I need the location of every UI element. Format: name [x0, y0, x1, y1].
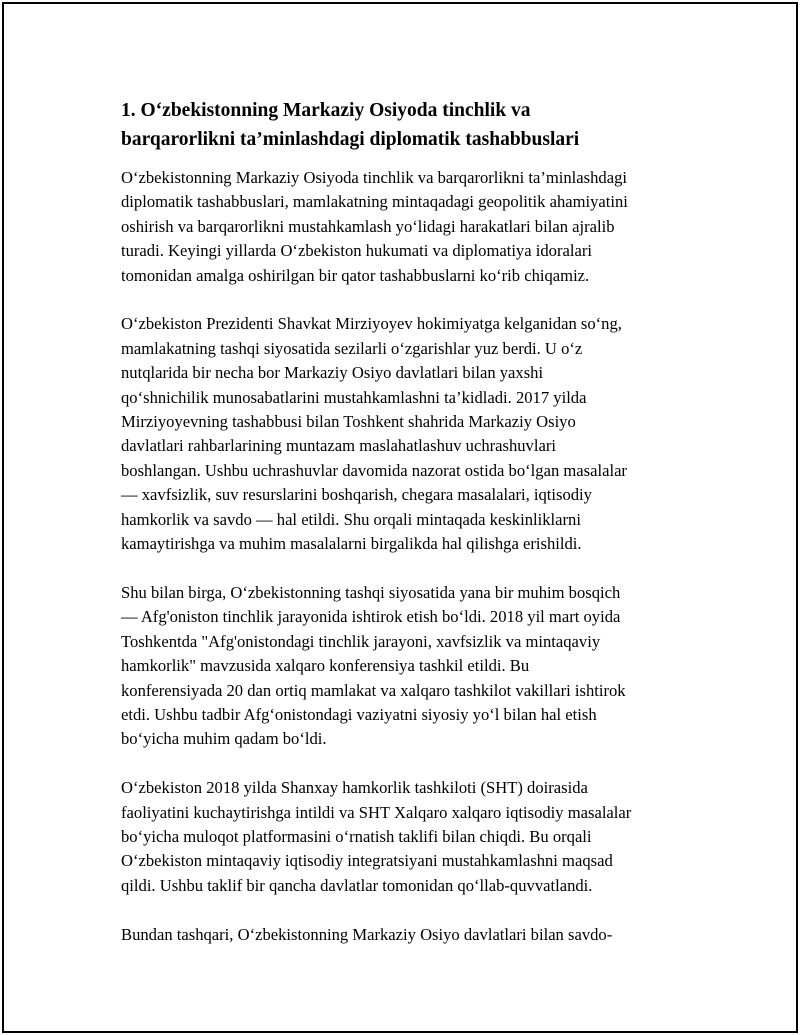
document-content: [121, 96, 706, 971]
paragraph-1: [121, 166, 706, 288]
text-line: faoliyatini kuchaytirishga intildi va SHT Xalqaro xalqaro iqtisodiy masalalar: [121, 802, 632, 822]
document-page: [2, 2, 798, 1033]
text-line: hamkorlik va savdo — hal etildi. Shu orqali mintaqada keskinliklarni: [121, 509, 581, 529]
text-line: — Afg'oniston tinchlik jarayonida ishtirok etish bo‘ldi. 2018 yil mart oyida: [121, 607, 621, 627]
text-line: Shu bilan birga, O‘zbekistonning tashqi siyosatida yana bir muhim bosqich: [121, 582, 621, 602]
text-line: O‘zbekiston 2018 yilda Shanxay hamkorlik tashkiloti (SHT) doirasida: [121, 778, 588, 798]
text-line: — xavfsizlik, suv resurslarini boshqarish, chegara masalalari, iqtisodiy: [121, 485, 592, 505]
text-line: oshirish va barqarorlikni mustahkamlash yo‘lidagi harakatlari bilan ajralib: [121, 216, 615, 236]
text-line: turadi. Keyingi yillarda O‘zbekiston hukumati va diplomatiya idoralari: [121, 241, 592, 261]
text-line: konferensiyada 20 dan ortiq mamlakat va xalqaro tashkilot vakillari ishtirok: [121, 680, 626, 700]
paragraph-4: [121, 776, 706, 898]
text-line: boshlangan. Ushbu uchrashuvlar davomida nazorat ostida bo‘lgan masalalar: [121, 460, 627, 480]
section-heading: [121, 96, 706, 154]
text-line: Bundan tashqari, O‘zbekistonning Markaziy Osiyo davlatlari bilan savdo-: [121, 924, 613, 944]
heading-line: barqarorlikni ta’minlashdagi diplomatik tashabbuslari: [121, 129, 580, 150]
text-line: nutqlarida bir necha bor Markaziy Osiyo davlatlari bilan yaxshi: [121, 363, 544, 383]
text-line: qo‘shnichilik munosabatlarini mustahkamlashni ta’kidladi. 2017 yilda: [121, 387, 587, 407]
text-line: O‘zbekiston mintaqaviy iqtisodiy integratsiyani mustahkamlashni maqsad: [121, 851, 613, 871]
text-line: hamkorlik" mavzusida xalqaro konferensiya tashkil etildi. Bu: [121, 656, 530, 676]
text-line: tomonidan amalga oshirilgan bir qator tashabbuslarni ko‘rib chiqamiz.: [121, 265, 590, 285]
paragraph-5: [121, 923, 706, 947]
paragraph-2: [121, 312, 706, 556]
text-line: diplomatik tashabbuslari, mamlakatning mintaqadagi geopolitik ahamiyatini: [121, 192, 628, 212]
text-line: davlatlari rahbarlarining muntazam maslahatlashuv uchrashuvlari: [121, 436, 556, 456]
text-line: bo‘yicha muloqot platformasini o‘rnatish taklifi bilan chiqdi. Bu orqali: [121, 826, 592, 846]
text-line: O‘zbekistonning Markaziy Osiyoda tinchlik va barqarorlikni ta’minlashdagi: [121, 168, 627, 187]
text-line: Toshkentda "Afg'onistondagi tinchlik jarayoni, xavfsizlik va mintaqaviy: [121, 631, 601, 651]
text-line: etdi. Ushbu tadbir Afg‘onistondagi vaziyatni siyosiy yo‘l bilan hal etish: [121, 704, 597, 724]
text-line: mamlakatning tashqi siyosatida sezilarli o‘zgarishlar yuz berdi. U o‘z: [121, 338, 583, 358]
text-line: Mirziyoyevning tashabbusi bilan Toshkent shahrida Markaziy Osiyo: [121, 412, 576, 432]
paragraph-3: [121, 581, 706, 752]
heading-line: 1. O‘zbekistonning Markaziy Osiyoda tinchlik va: [121, 100, 531, 121]
text-line: kamaytirishga va muhim masalalarni birgalikda hal qilishga erishildi.: [121, 534, 582, 554]
text-line: qildi. Ushbu taklif bir qancha davlatlar tomonidan qo‘llab-quvvatlandi.: [121, 875, 593, 895]
text-line: O‘zbekiston Prezidenti Shavkat Mirziyoyev hokimiyatga kelganidan so‘ng,: [121, 314, 622, 334]
text-line: bo‘yicha muhim qadam bo‘ldi.: [121, 729, 327, 749]
